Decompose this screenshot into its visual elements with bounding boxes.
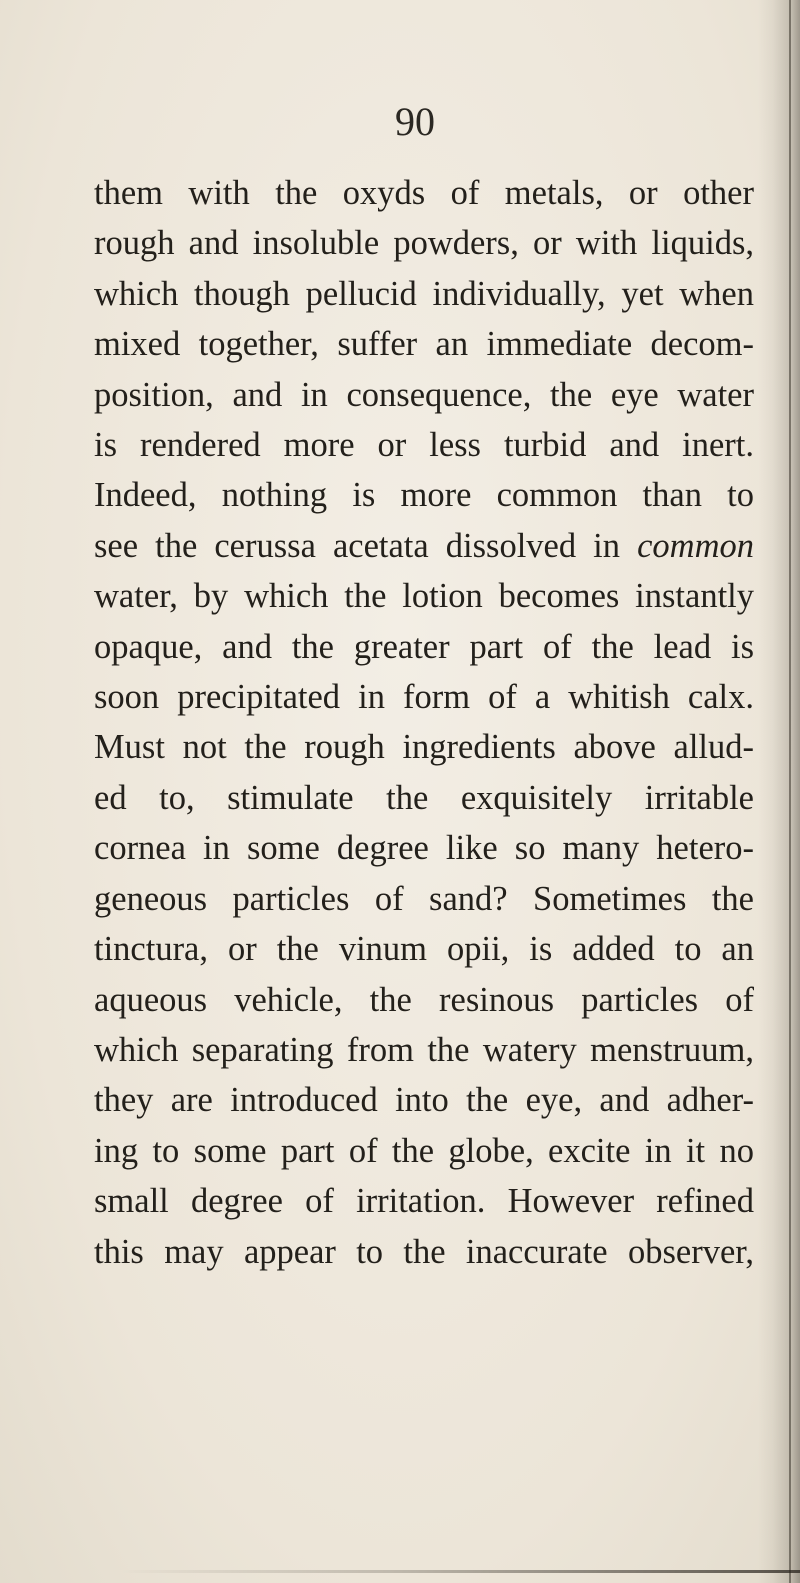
text-line: cornea in some degree like so many hetero- [94,829,754,868]
text-line: they are introduced into the eye, and adher- [94,1081,754,1120]
text-line: tinctura, or the vinum opii, is added to an [94,930,754,969]
text-line: which separating from the watery menstruum, [94,1030,754,1069]
text-line: position, and in consequence, the eye water [94,375,754,414]
text-line: which though pellucid individually, yet when [94,274,754,313]
text-line: mixed together, suffer an immediate decom- [94,325,754,364]
text-line: soon precipitated in form of a whitish calx. [94,678,754,717]
text-line: them with the oxyds of metals, or other [94,174,754,212]
body-text [94,168,754,1277]
text-line: water, by which the lotion becomes instantly [94,577,754,616]
text-line: Must not the rough ingredients above allud- [94,728,754,767]
page-edge-line [789,0,791,1583]
text-line: aqueous vehicle, the resinous particles of [94,980,754,1019]
text-line: is rendered more or less turbid and inert. [94,426,754,465]
page-gutter-shadow [758,0,800,1583]
italic-word: common [637,526,754,565]
text-line: geneous particles of sand? Sometimes the [94,879,754,918]
text-line: opaque, and the greater part of the lead is [94,627,754,666]
text-line: small degree of irritation. However refined [94,1182,754,1221]
text-line: Indeed, nothing is more common than to [94,476,754,515]
text-line: ed to, stimulate the exquisitely irritable [94,778,754,817]
text-line-start: see the cerussa acetata dissolved in [94,526,621,565]
bottom-edge-shadow [120,1570,800,1573]
text-line-with-italic [94,521,754,571]
text-line: this may appear to the inaccurate observer, [94,1232,754,1271]
text-line: ing to some part of the globe, excite in it no [94,1131,754,1170]
text-line: rough and insoluble powders, or with liquids, [94,224,754,263]
page-number: 90 [395,99,435,144]
